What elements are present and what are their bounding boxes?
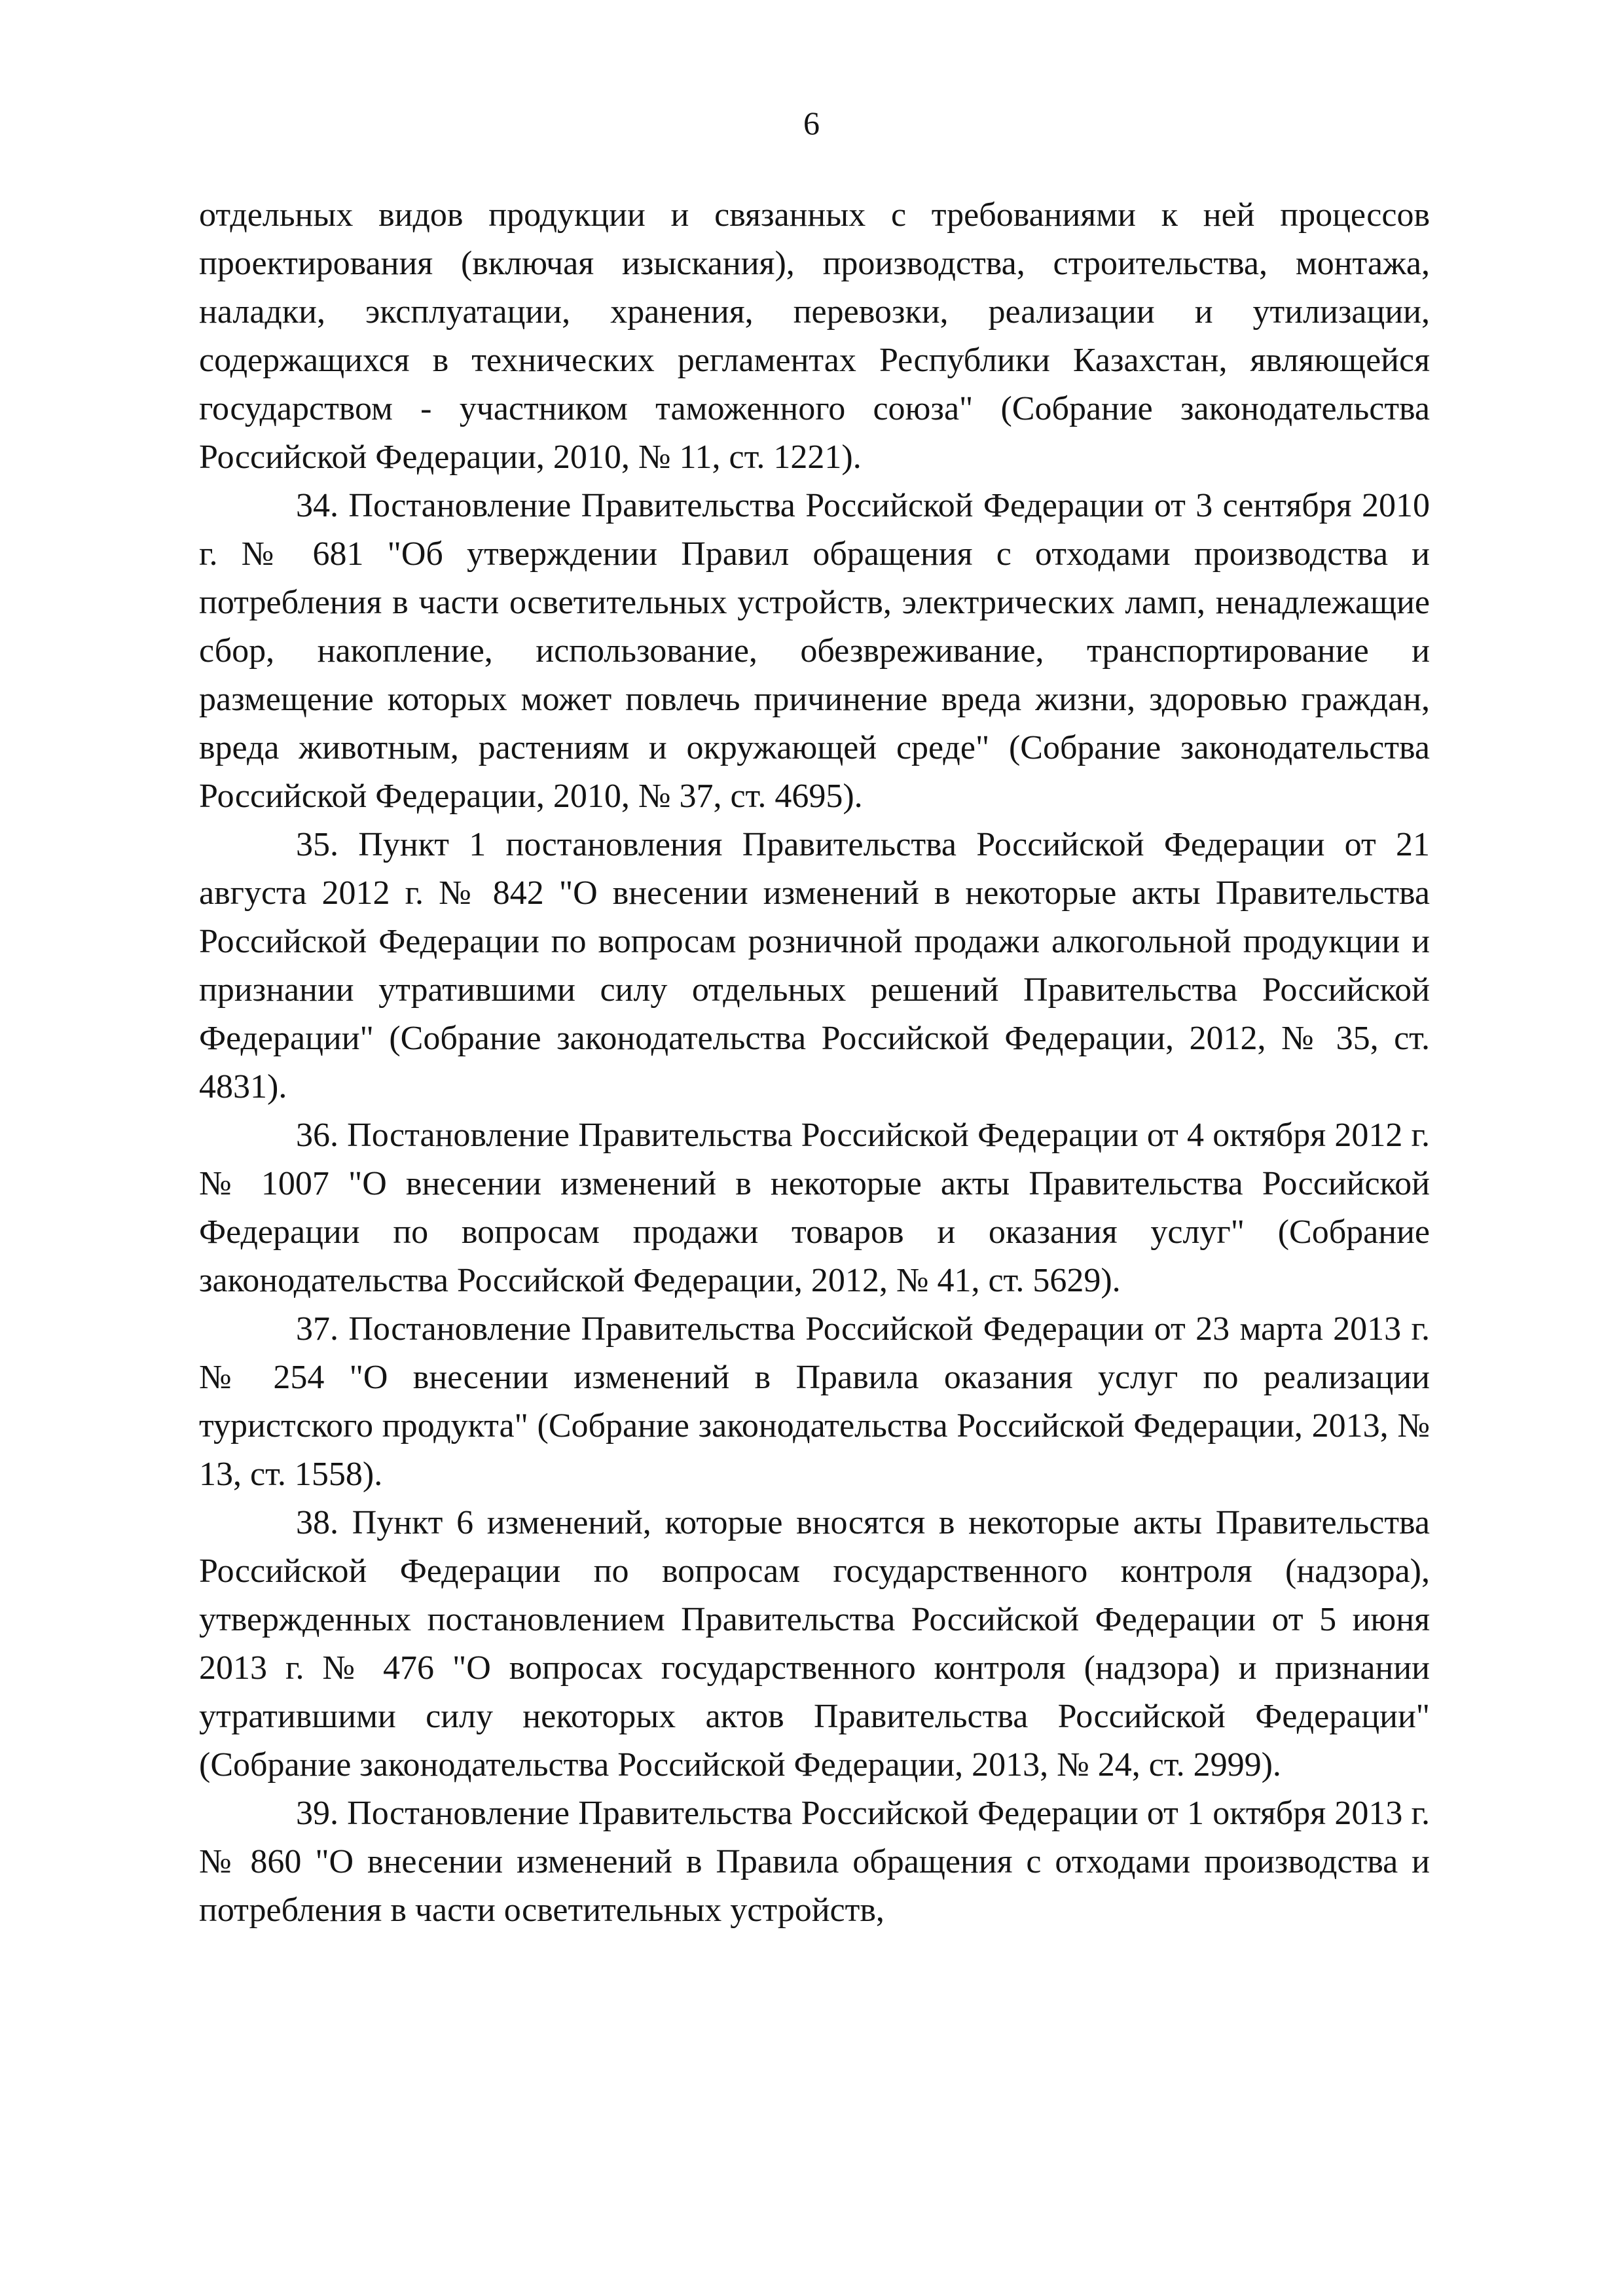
list-item-34: 34. Постановление Правительства Российской Федерации от 3 сентября 2010 г. № 681 "Об утверждении Правил обращения с отходами производства и потребления в части осветительных устройств, электрических ламп, ненадлежащие сбор, накопление, использование, обезвреживание, транспортирование и размещение которых может повлечь причинение вреда жизни, здоровью граждан, вреда животным, растениям и окружающей среде" (Собрание законодательства Российской Федерации, 2010, № 37, ст. 4695). — [199, 487, 1430, 815]
list-item-35: 35. Пункт 1 постановления Правительства Российской Федерации от 21 августа 2012 г. № 842 "О внесении изменений в некоторые акты Правительства Российской Федерации по вопросам розничной продажи алкогольной продукции и признании утратившими силу отдельных решений Правительства Российской Федерации" (Собрание законодательства Российской Федерации, 2012, № 35, ст. 4831). — [199, 826, 1430, 1105]
list-item-36: 36. Постановление Правительства Российской Федерации от 4 октября 2012 г. № 1007 "О внесении изменений в некоторые акты Правительства Российской Федерации по вопросам продажи товаров и оказания услуг" (Собрание законодательства Российской Федерации, 2012, № 41, ст. 5629). — [199, 1117, 1430, 1299]
document-body — [199, 191, 1430, 1935]
list-item-39: 39. Постановление Правительства Российской Федерации от 1 октября 2013 г. № 860 "О внесении изменений в Правила обращения с отходами производства и потребления в части осветительных устройств, — [199, 1795, 1430, 1929]
list-item-37: 37. Постановление Правительства Российской Федерации от 23 марта 2013 г. № 254 "О внесении изменений в Правила оказания услуг по реализации туристского продукта" (Собрание законодательства Российской Федерации, 2013, № 13, ст. 1558). — [199, 1310, 1430, 1493]
page-number: 6 — [803, 105, 820, 141]
paragraph-continuation: отдельных видов продукции и связанных с требованиями к ней процессов проектирования (включая изыскания), производства, строительства, монтажа, наладки, эксплуатации, хранения, перевозки, реализации и утилизации, содержащихся в технических регламентах Республики Казахстан, являющейся государством - участником таможенного союза" (Собрание законодательства Российской Федерации, 2010, № 11, ст. 1221). — [199, 196, 1430, 476]
list-item-38: 38. Пункт 6 изменений, которые вносятся в некоторые акты Правительства Российской Федерации по вопросам государственного контроля (надзора), утвержденных постановлением Правительства Российской Федерации от 5 июня 2013 г. № 476 "О вопросах государственного контроля (надзора) и признании утратившими силу некоторых актов Правительства Российской Федерации" (Собрание законодательства Российской Федерации, 2013, № 24, ст. 2999). — [199, 1504, 1430, 1784]
